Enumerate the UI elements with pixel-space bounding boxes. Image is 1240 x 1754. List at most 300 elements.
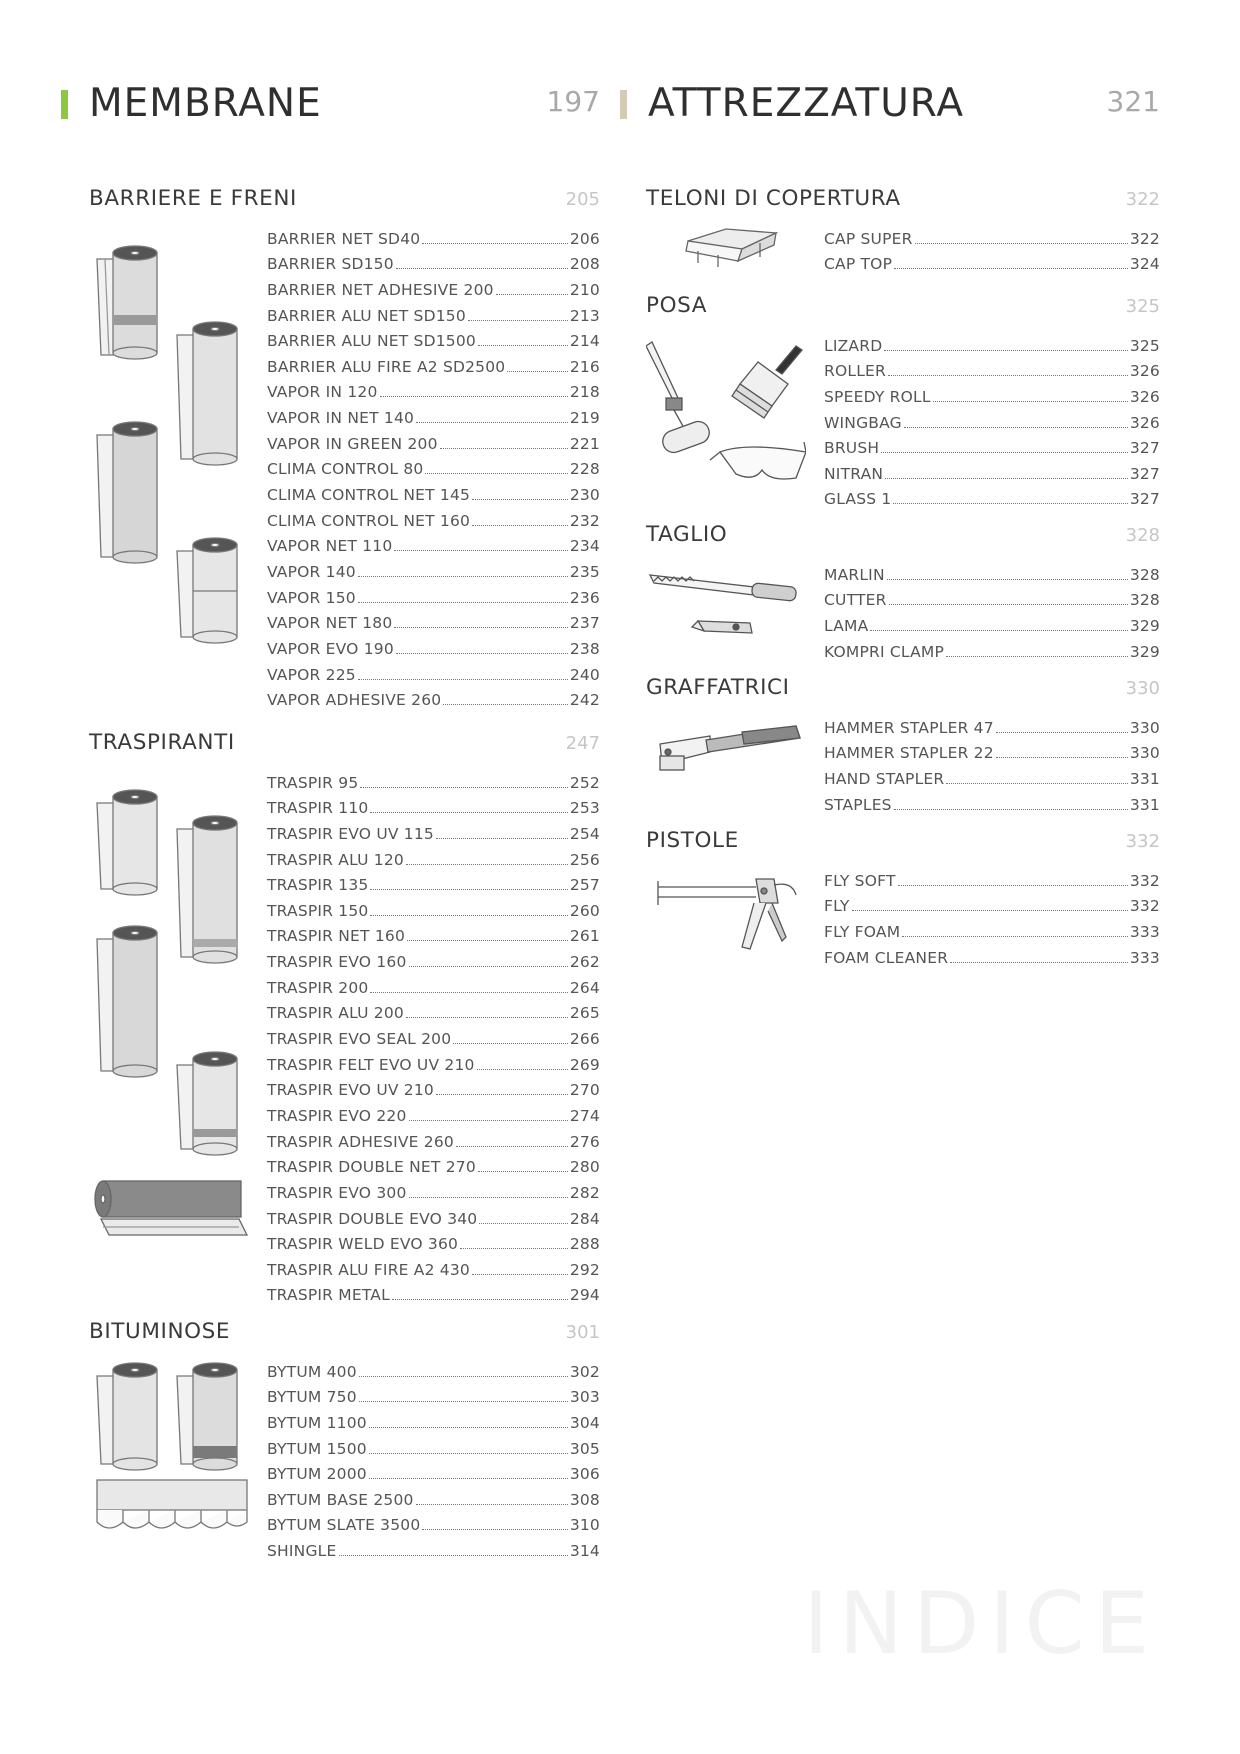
product-name: TRASPIR EVO UV 115: [267, 824, 434, 843]
product-page-number: 256: [569, 850, 600, 869]
dot-leader: [894, 809, 1128, 810]
dot-leader: [369, 1453, 568, 1454]
section-title: PISTOLE: [646, 828, 739, 853]
dot-leader: [885, 478, 1128, 479]
product-entry[interactable]: [267, 1535, 600, 1561]
product-entry[interactable]: [267, 428, 600, 454]
product-page-number: 265: [569, 1004, 600, 1023]
product-page-number: 254: [569, 824, 600, 843]
product-name: TRASPIR DOUBLE NET 270: [267, 1158, 476, 1177]
product-name: FLY SOFT: [824, 871, 896, 890]
product-entry[interactable]: [267, 1254, 600, 1280]
dot-leader: [472, 1274, 568, 1275]
product-name: FLY: [824, 897, 850, 916]
product-name: TRASPIR ALU 200: [267, 1004, 404, 1023]
product-entry[interactable]: [267, 1152, 600, 1178]
section-header: [646, 292, 1160, 322]
product-entry[interactable]: [267, 767, 600, 793]
product-page-number: 329: [1129, 616, 1160, 635]
product-entry[interactable]: [824, 789, 1160, 815]
product-entry[interactable]: [824, 763, 1160, 789]
dot-leader: [394, 550, 567, 551]
cutting-tools-illustration: [646, 561, 806, 641]
product-entry[interactable]: [824, 223, 1160, 249]
dot-leader: [887, 579, 1128, 580]
product-entry[interactable]: [267, 659, 600, 685]
section-title: GRAFFATRICI: [646, 675, 790, 700]
product-page-number: 322: [1129, 229, 1160, 248]
product-entry[interactable]: [824, 484, 1160, 510]
product-page-number: 288: [569, 1235, 600, 1254]
product-list: [267, 1356, 600, 1561]
section-barriere-e-freni: [89, 185, 600, 710]
product-entry[interactable]: [267, 972, 600, 998]
dot-leader: [425, 473, 567, 474]
product-entry[interactable]: [824, 942, 1160, 968]
product-entry[interactable]: [267, 1407, 600, 1433]
product-entry[interactable]: [267, 818, 600, 844]
product-page-number: 333: [1129, 948, 1160, 967]
product-page-number: 331: [1129, 769, 1160, 788]
dot-leader: [409, 966, 568, 967]
product-page-number: 228: [569, 460, 600, 479]
product-name: CLIMA CONTROL 80: [267, 460, 424, 479]
product-name: HAND STAPLER: [824, 769, 945, 788]
product-entry[interactable]: [267, 793, 600, 819]
section-page-number: 330: [1125, 678, 1160, 699]
chapter-accent-bar: [61, 90, 68, 119]
dot-leader: [370, 992, 567, 993]
product-page-number: 238: [569, 639, 600, 658]
product-list: [824, 330, 1160, 509]
product-name: BYTUM 750: [267, 1388, 357, 1407]
product-name: TRASPIR 110: [267, 799, 369, 818]
product-entry[interactable]: [267, 1510, 600, 1536]
product-page-number: 257: [569, 876, 600, 895]
product-name: HAMMER STAPLER 47: [824, 718, 994, 737]
section-header: [89, 729, 600, 759]
product-name: LAMA: [824, 616, 869, 635]
product-name: BARRIER NET SD40: [267, 229, 421, 248]
chapter-title: ATTREZZATURA: [648, 81, 965, 126]
dot-leader: [369, 1427, 568, 1428]
product-entry[interactable]: [267, 1229, 600, 1255]
product-entry[interactable]: [267, 556, 600, 582]
product-page-number: 237: [569, 614, 600, 633]
dot-leader: [472, 525, 568, 526]
product-entry[interactable]: [267, 1484, 600, 1510]
product-entry[interactable]: [824, 636, 1160, 662]
product-entry[interactable]: [267, 921, 600, 947]
product-entry[interactable]: [267, 1126, 600, 1152]
product-entry[interactable]: [267, 351, 600, 377]
product-entry[interactable]: [267, 685, 600, 711]
dot-leader: [472, 499, 568, 500]
product-page-number: 276: [569, 1132, 600, 1151]
product-name: TRASPIR 150: [267, 901, 369, 920]
product-list: [267, 767, 600, 1305]
product-page-number: 240: [569, 665, 600, 684]
product-name: TRASPIR ALU 120: [267, 850, 404, 869]
product-entry[interactable]: [267, 1203, 600, 1229]
dot-leader: [898, 885, 1128, 886]
product-name: TRASPIR EVO 300: [267, 1183, 407, 1202]
section-title: TRASPIRANTI: [89, 730, 235, 755]
dot-leader: [409, 1197, 568, 1198]
product-name: TRASPIR ADHESIVE 260: [267, 1132, 454, 1151]
product-entry[interactable]: [267, 402, 600, 428]
product-name: TRASPIR 200: [267, 978, 369, 997]
dot-leader: [888, 375, 1128, 376]
product-entry[interactable]: [267, 1433, 600, 1459]
product-list: [267, 223, 600, 710]
section-taglio: [646, 521, 1160, 661]
dot-leader: [881, 452, 1128, 453]
dot-leader: [443, 704, 567, 705]
section-page-number: 205: [565, 189, 600, 210]
product-name: CAP TOP: [824, 255, 893, 274]
product-name: CUTTER: [824, 591, 887, 610]
product-name: BARRIER ALU NET SD150: [267, 306, 466, 325]
product-page-number: 235: [569, 562, 600, 581]
product-name: BYTUM 1100: [267, 1413, 367, 1432]
dot-leader: [422, 243, 567, 244]
product-name: TRASPIR EVO SEAL 200: [267, 1030, 452, 1049]
product-name: FLY FOAM: [824, 922, 901, 941]
product-page-number: 326: [1129, 413, 1160, 432]
product-name: TRASPIR DOUBLE EVO 340: [267, 1209, 478, 1228]
dot-leader: [359, 1401, 568, 1402]
product-name: LIZARD: [824, 336, 883, 355]
product-entry[interactable]: [267, 300, 600, 326]
chapter-membrane-header: [61, 82, 600, 126]
product-name: TRASPIR EVO 160: [267, 953, 407, 972]
dot-leader: [468, 320, 568, 321]
product-page-number: 270: [569, 1081, 600, 1100]
product-page-number: 280: [569, 1158, 600, 1177]
chapter-attrezzatura-header: [620, 82, 1160, 126]
product-page-number: 269: [569, 1055, 600, 1074]
product-name: CLIMA CONTROL NET 145: [267, 486, 471, 505]
product-name: BYTUM SLATE 3500: [267, 1516, 421, 1535]
product-page-number: 282: [569, 1183, 600, 1202]
product-entry[interactable]: [267, 1177, 600, 1203]
product-entry[interactable]: [267, 505, 600, 531]
section-header: [646, 521, 1160, 551]
product-name: SPEEDY ROLL: [824, 387, 931, 406]
membrane-rolls-illustration: [89, 245, 249, 685]
product-page-number: 260: [569, 901, 600, 920]
product-list: [824, 559, 1160, 662]
product-page-number: 266: [569, 1030, 600, 1049]
product-entry[interactable]: [267, 326, 600, 352]
product-page-number: 305: [569, 1439, 600, 1458]
product-entry[interactable]: [824, 381, 1160, 407]
product-entry[interactable]: [824, 916, 1160, 942]
chapter-page-number: 321: [1106, 85, 1160, 118]
product-page-number: 294: [569, 1286, 600, 1305]
dot-leader: [902, 936, 1128, 937]
product-page-number: 274: [569, 1106, 600, 1125]
section-title: POSA: [646, 293, 708, 318]
section-pistole: [646, 827, 1160, 967]
product-page-number: 333: [1129, 922, 1160, 941]
product-name: TRASPIR EVO UV 210: [267, 1081, 434, 1100]
product-page-number: 213: [569, 306, 600, 325]
product-page-number: 236: [569, 588, 600, 607]
dot-leader: [358, 602, 568, 603]
dot-leader: [477, 1069, 568, 1070]
product-page-number: 332: [1129, 871, 1160, 890]
product-page-number: 324: [1129, 255, 1160, 274]
dot-leader: [996, 732, 1128, 733]
product-entry[interactable]: [267, 249, 600, 275]
product-entry[interactable]: [824, 865, 1160, 891]
product-page-number: 221: [569, 434, 600, 453]
product-entry[interactable]: [267, 1075, 600, 1101]
product-entry[interactable]: [267, 1280, 600, 1306]
product-entry[interactable]: [824, 585, 1160, 611]
product-name: TRASPIR ALU FIRE A2 430: [267, 1260, 470, 1279]
product-name: KOMPRI CLAMP: [824, 642, 945, 661]
product-page-number: 262: [569, 953, 600, 972]
dot-leader: [394, 627, 567, 628]
product-name: BYTUM 1500: [267, 1439, 367, 1458]
bituminous-rolls-and-shingle-illustration: [89, 1362, 249, 1542]
product-entry[interactable]: [824, 330, 1160, 356]
product-entry[interactable]: [267, 633, 600, 659]
hammer-stapler-icon: [646, 722, 806, 792]
product-entry[interactable]: [267, 377, 600, 403]
product-name: MARLIN: [824, 565, 885, 584]
product-page-number: 328: [1129, 591, 1160, 610]
product-page-number: 302: [569, 1362, 600, 1381]
product-entry[interactable]: [267, 946, 600, 972]
dot-leader: [436, 838, 568, 839]
dot-leader: [478, 1171, 568, 1172]
product-page-number: 234: [569, 537, 600, 556]
section-header: [646, 827, 1160, 857]
dot-leader: [440, 448, 568, 449]
product-name: NITRAN: [824, 464, 884, 483]
product-page-number: 330: [1129, 718, 1160, 737]
dot-leader: [453, 1043, 568, 1044]
product-page-number: 216: [569, 357, 600, 376]
section-posa: [646, 292, 1160, 509]
product-page-number: 264: [569, 978, 600, 997]
dot-leader: [950, 962, 1128, 963]
product-entry[interactable]: [824, 891, 1160, 917]
product-name: VAPOR NET 110: [267, 537, 393, 556]
section-teloni-di-copertura: [646, 185, 1160, 274]
dot-leader: [889, 604, 1128, 605]
dot-leader: [416, 422, 568, 423]
dot-leader: [369, 1478, 568, 1479]
dot-leader: [884, 350, 1127, 351]
section-bituminose: [89, 1318, 600, 1561]
product-entry[interactable]: [824, 458, 1160, 484]
section-header: [646, 185, 1160, 215]
product-name: BYTUM 2000: [267, 1465, 367, 1484]
section-page-number: 322: [1125, 189, 1160, 210]
product-list: [824, 865, 1160, 968]
product-entry[interactable]: [267, 870, 600, 896]
section-page-number: 325: [1125, 296, 1160, 317]
dot-leader: [507, 371, 567, 372]
product-entry[interactable]: [824, 610, 1160, 636]
product-page-number: 218: [569, 383, 600, 402]
product-page-number: 252: [569, 773, 600, 792]
dot-leader: [904, 427, 1128, 428]
product-page-number: 242: [569, 691, 600, 710]
product-entry[interactable]: [267, 582, 600, 608]
product-name: TRASPIR WELD EVO 360: [267, 1235, 459, 1254]
section-header: [646, 674, 1160, 704]
dot-leader: [406, 864, 568, 865]
product-page-number: 332: [1129, 897, 1160, 916]
product-name: VAPOR IN GREEN 200: [267, 434, 438, 453]
product-name: VAPOR 150: [267, 588, 356, 607]
product-page-number: 292: [569, 1260, 600, 1279]
chapter-page-number: 197: [546, 85, 600, 118]
product-name: TRASPIR FELT EVO UV 210: [267, 1055, 475, 1074]
dot-leader: [358, 576, 568, 577]
product-name: STAPLES: [824, 795, 892, 814]
dot-leader: [370, 915, 567, 916]
product-page-number: 325: [1129, 336, 1160, 355]
product-page-number: 261: [569, 927, 600, 946]
product-entry[interactable]: [267, 454, 600, 480]
product-name: GLASS 1: [824, 490, 892, 509]
dot-leader: [339, 1555, 568, 1556]
dot-leader: [422, 1529, 567, 1530]
product-page-number: 206: [569, 229, 600, 248]
dot-leader: [852, 910, 1128, 911]
product-entry[interactable]: [267, 608, 600, 634]
section-page-number: 247: [565, 733, 600, 754]
product-name: VAPOR ADHESIVE 260: [267, 691, 442, 710]
index-watermark: INDICE: [803, 1574, 1159, 1674]
product-name: BARRIER SD150: [267, 255, 394, 274]
product-entry[interactable]: [267, 1049, 600, 1075]
product-entry[interactable]: [824, 712, 1160, 738]
product-entry[interactable]: [824, 433, 1160, 459]
section-page-number: 301: [565, 1322, 600, 1343]
product-name: TRASPIR EVO 220: [267, 1106, 407, 1125]
product-page-number: 208: [569, 255, 600, 274]
section-page-number: 332: [1125, 831, 1160, 852]
product-name: CLIMA CONTROL NET 160: [267, 511, 471, 530]
dot-leader: [380, 396, 568, 397]
product-name: TRASPIR 95: [267, 773, 359, 792]
product-name: HAMMER STAPLER 22: [824, 744, 994, 763]
product-name: VAPOR 225: [267, 665, 356, 684]
product-entry[interactable]: [267, 1382, 600, 1408]
product-entry[interactable]: [267, 1356, 600, 1382]
product-list: [824, 223, 1160, 274]
product-entry[interactable]: [267, 895, 600, 921]
product-page-number: 330: [1129, 744, 1160, 763]
product-page-number: 284: [569, 1209, 600, 1228]
product-page-number: 219: [569, 409, 600, 428]
section-header: [89, 1318, 600, 1348]
product-page-number: 304: [569, 1413, 600, 1432]
product-entry[interactable]: [267, 531, 600, 557]
product-name: VAPOR IN 120: [267, 383, 378, 402]
product-entry[interactable]: [824, 559, 1160, 585]
product-page-number: 328: [1129, 565, 1160, 584]
product-entry[interactable]: [824, 738, 1160, 764]
product-name: BYTUM 400: [267, 1362, 357, 1381]
product-entry[interactable]: [267, 998, 600, 1024]
roof-cover-tarp-icon: [646, 223, 786, 273]
product-page-number: 327: [1129, 439, 1160, 458]
product-entry[interactable]: [267, 274, 600, 300]
dot-leader: [933, 401, 1128, 402]
dot-leader: [396, 268, 568, 269]
section-graffatrici: [646, 674, 1160, 814]
product-page-number: 210: [569, 280, 600, 299]
dot-leader: [396, 653, 568, 654]
dot-leader: [407, 940, 568, 941]
product-name: VAPOR IN NET 140: [267, 409, 415, 428]
dot-leader: [478, 345, 568, 346]
chapter-title: MEMBRANE: [89, 81, 322, 126]
dot-leader: [360, 787, 567, 788]
product-name: BYTUM BASE 2500: [267, 1490, 414, 1509]
product-page-number: 230: [569, 486, 600, 505]
product-name: BRUSH: [824, 439, 880, 458]
product-name: TRASPIR 135: [267, 876, 369, 895]
section-title: BITUMINOSE: [89, 1319, 231, 1344]
product-entry[interactable]: [824, 249, 1160, 275]
product-page-number: 326: [1129, 362, 1160, 381]
product-entry[interactable]: [267, 1459, 600, 1485]
product-entry[interactable]: [824, 356, 1160, 382]
section-title: TELONI DI COPERTURA: [646, 186, 901, 211]
product-entry[interactable]: [824, 407, 1160, 433]
product-name: CAP SUPER: [824, 229, 913, 248]
product-page-number: 306: [569, 1465, 600, 1484]
dot-leader: [358, 679, 568, 680]
dot-leader: [436, 1094, 568, 1095]
product-name: WINGBAG: [824, 413, 902, 432]
dot-leader: [370, 889, 567, 890]
dot-leader: [893, 503, 1127, 504]
product-page-number: 326: [1129, 387, 1160, 406]
product-entry[interactable]: [267, 1023, 600, 1049]
product-name: ROLLER: [824, 362, 887, 381]
product-page-number: 232: [569, 511, 600, 530]
dot-leader: [392, 1299, 568, 1300]
product-entry[interactable]: [267, 844, 600, 870]
product-name: BARRIER ALU NET SD1500: [267, 332, 476, 351]
product-entry[interactable]: [267, 223, 600, 249]
product-entry[interactable]: [267, 1100, 600, 1126]
dot-leader: [409, 1120, 568, 1121]
product-page-number: 331: [1129, 795, 1160, 814]
product-name: TRASPIR METAL: [267, 1286, 390, 1305]
product-name: BARRIER ALU FIRE A2 SD2500: [267, 357, 506, 376]
dot-leader: [456, 1146, 568, 1147]
dot-leader: [915, 243, 1128, 244]
installation-tools-illustration: [646, 332, 806, 492]
section-header: [89, 185, 600, 215]
dot-leader: [996, 757, 1128, 758]
section-traspiranti: [89, 729, 600, 1305]
product-entry[interactable]: [267, 479, 600, 505]
breathable-membrane-rolls-illustration: [89, 789, 249, 1289]
